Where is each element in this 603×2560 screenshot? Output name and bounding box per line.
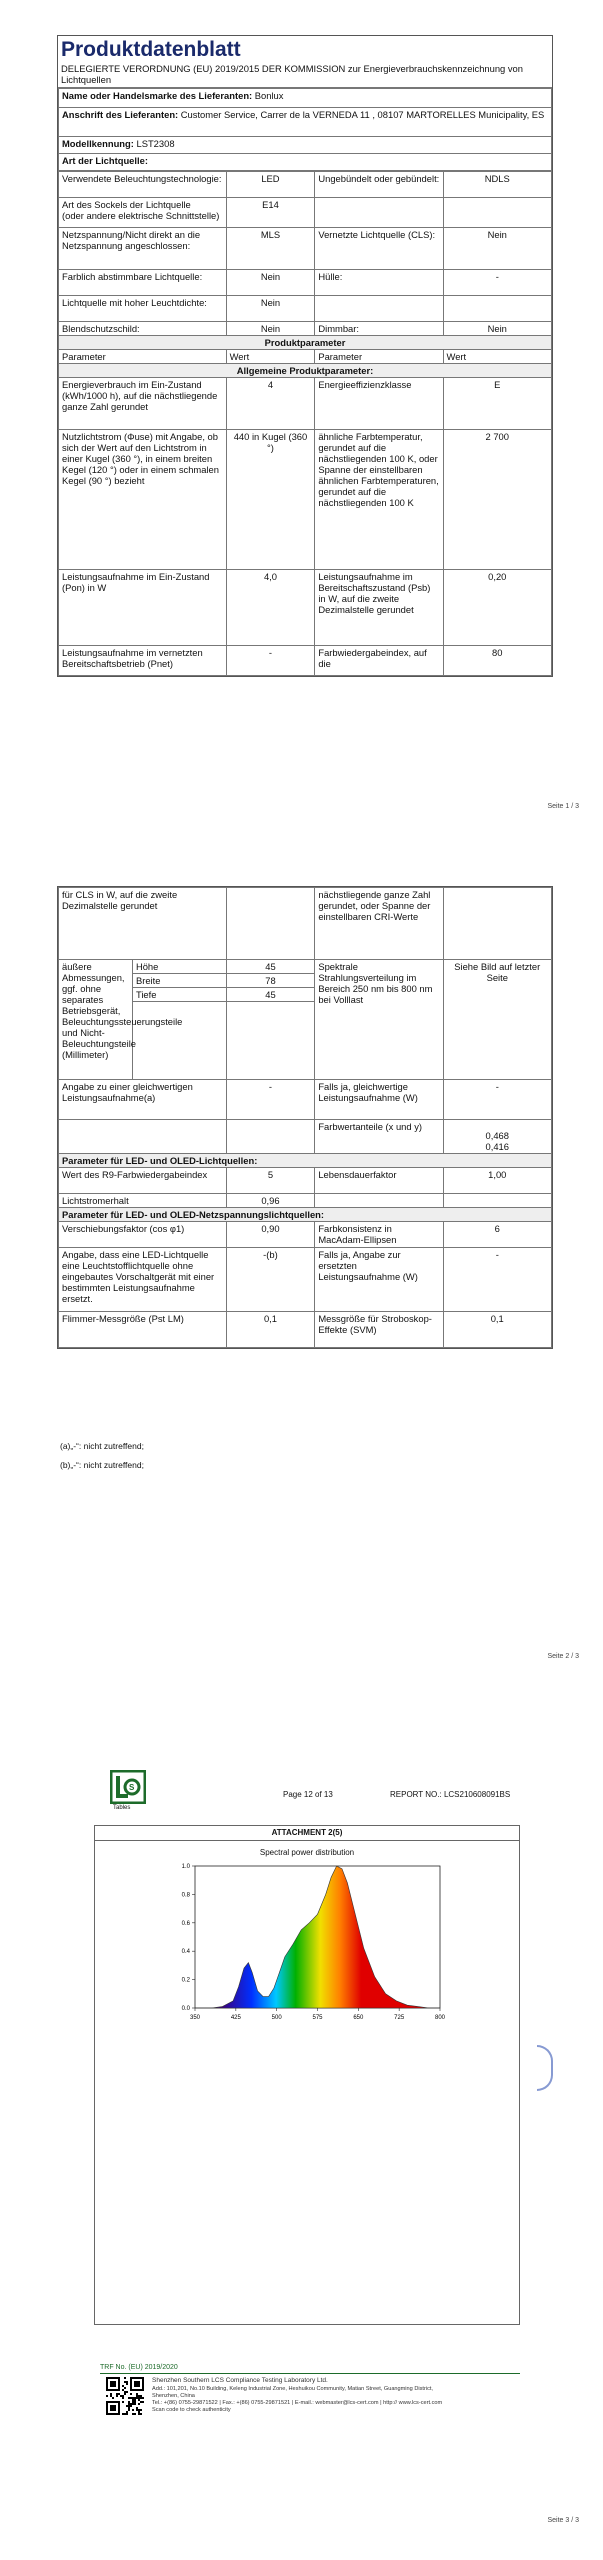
- cell: [443, 296, 551, 322]
- cell: [226, 1002, 315, 1080]
- model-value: LST2308: [136, 138, 175, 149]
- cell: Energieeffizienzklasse: [315, 378, 443, 430]
- sockel-label: Art des Sockels der Lichtquelle: [62, 199, 191, 210]
- x-tick-label: 800: [434, 2015, 446, 2021]
- r9-label: Wert des R9-Farbwiedergabeindex: [59, 1168, 227, 1194]
- table-row: [59, 1120, 552, 1154]
- model-label: Modellkennung:: [62, 138, 134, 149]
- equiv-yes-label: Falls ja, gleichwertige Leistungsaufnahme (W): [315, 1080, 443, 1120]
- table-row: [59, 1194, 552, 1208]
- cell: Nein: [226, 296, 315, 322]
- cell: E: [443, 378, 551, 430]
- cell: [226, 888, 315, 960]
- cell: Nein: [226, 322, 315, 336]
- cell: Verwendete Beleuchtungstechnologie:: [59, 172, 227, 198]
- params-continued-table: [58, 887, 552, 1348]
- cell: nächstliegende ganze Zahl gerundet, oder Spanne der einstellbaren CRI-Werte: [315, 888, 443, 960]
- cell: [315, 296, 443, 322]
- page-number: Seite 3 / 3: [547, 2517, 579, 2524]
- led-oled-heading: Parameter für LED- und OLED-Lichtquellen:: [59, 1154, 552, 1168]
- flicker-value: 0,1: [226, 1312, 315, 1348]
- flicker-label: Flimmer-Messgröße (Pst LM): [59, 1312, 227, 1348]
- x-tick-label: 350: [189, 2015, 201, 2021]
- sockel-value: E14: [226, 198, 315, 228]
- cell: 0,20: [443, 570, 551, 646]
- replace-yes-value: -: [443, 1248, 552, 1312]
- table-row: [59, 296, 552, 322]
- cell: NDLS: [443, 172, 551, 198]
- address-label: Anschrift des Lieferanten:: [62, 109, 179, 120]
- col-header: Parameter: [59, 350, 227, 364]
- cell: Farbwiedergabeindex, auf die: [315, 646, 443, 676]
- cell: [315, 1194, 443, 1208]
- replace-yes-label: Falls ja, Angabe zur ersetzten Leistungsaufnahme (W): [315, 1248, 443, 1312]
- cell: Energieverbrauch im Ein-Zustand (kWh/1000 h), auf die nächstliegende ganze Zahl gerundet: [59, 378, 227, 430]
- table-row: [59, 646, 552, 676]
- dim-name: Tiefe: [132, 988, 226, 1002]
- cos-value: 0,90: [226, 1222, 315, 1248]
- model-row: [59, 137, 552, 154]
- col-header: Wert: [443, 350, 551, 364]
- life-value: 1,00: [443, 1168, 552, 1194]
- cos-label: Verschiebungsfaktor (cos φ1): [59, 1222, 227, 1248]
- supplier-value: Bonlux: [254, 90, 284, 101]
- table-row: [59, 1222, 552, 1248]
- table-row: [59, 1168, 552, 1194]
- light-source-table: [58, 171, 552, 676]
- maint-value: 0,96: [226, 1194, 315, 1208]
- cell: Vernetzte Lichtquelle (CLS):: [315, 228, 443, 270]
- qr-code-icon: [106, 2377, 144, 2415]
- cell: Lichtquelle mit hoher Leuchtdichte:: [59, 296, 227, 322]
- address-row: [59, 108, 552, 137]
- table-row: [59, 1080, 552, 1120]
- cell: 440 in Kugel (360 °): [226, 430, 315, 570]
- x-tick-label: 725: [394, 2015, 405, 2021]
- spectral-label: Spektrale Strahlungsverteilung im Bereich 250 nm bis 800 nm bei Volllast: [315, 960, 443, 1080]
- page-number: Seite 2 / 3: [547, 1653, 579, 1660]
- table-row: [59, 960, 552, 974]
- footnote-b: (b)„-“: nicht zutreffend;: [60, 1460, 144, 1470]
- table-row: [59, 1248, 552, 1312]
- y-tick-label: 1.0: [181, 1864, 190, 1870]
- svg-text:S: S: [129, 1783, 135, 1792]
- cell: Blendschutzschild:: [59, 322, 227, 336]
- page-1: [0, 0, 603, 850]
- table-row: [59, 270, 552, 296]
- equiv-label: Angabe zu einer gleichwertigen Leistungsaufnahme(a): [59, 1080, 227, 1120]
- netz-heading: Parameter für LED- und OLED-Netzspannungslichtquellen:: [59, 1208, 552, 1222]
- chromaticity-label: Farbwertanteile (x und y): [315, 1120, 443, 1154]
- svm-value: 0,1: [443, 1312, 552, 1348]
- datasheet-box-page-2: [57, 886, 553, 1349]
- cell: Ungebündelt oder gebündelt:: [315, 172, 443, 198]
- table-row: [59, 228, 552, 270]
- chromaticity-y: 0,416: [485, 1141, 509, 1152]
- produktparameter-heading: Produktparameter: [59, 336, 552, 350]
- lab-name: Shenzhen Southern LCS Compliance Testing Laboratory Ltd.: [152, 2377, 328, 2384]
- report-number: REPORT NO.: LCS210608091BS: [390, 1790, 511, 1799]
- y-tick-label: 0.6: [181, 1920, 190, 1927]
- cell: 4: [226, 378, 315, 430]
- svm-label: Messgröße für Stroboskop-Effekte (SVM): [315, 1312, 443, 1348]
- equiv-value: -: [226, 1080, 315, 1120]
- lcs-logo: [110, 1770, 146, 1804]
- report-page-of: Page 12 of 13: [283, 1790, 333, 1799]
- cell: [59, 1120, 227, 1154]
- datasheet-box-page-1: [57, 35, 553, 677]
- allgemeine-heading: Allgemeine Produktparameter:: [59, 364, 552, 378]
- trf-number: TRF No. (EU) 2019/2020: [100, 2364, 178, 2371]
- chromaticity-values: [443, 1120, 552, 1154]
- table-row: [59, 322, 552, 336]
- cell: [443, 888, 552, 960]
- cell: Hülle:: [315, 270, 443, 296]
- x-tick-label: 575: [312, 2015, 323, 2021]
- spectral-power-chart: [95, 1856, 519, 2056]
- cell: MLS: [226, 228, 315, 270]
- dim-value: 45: [226, 960, 315, 974]
- sockel-sub: (oder andere elektrische Schnittstelle): [62, 210, 220, 221]
- cell: ähnliche Farbtemperatur, gerundet auf die nächstliegenden 100 K, oder Spanne der einstellbaren ähnlichen Farbtemperaturen, gerundet auf die nächstliegenden 100 K: [315, 430, 443, 570]
- attachment-box: [94, 1825, 520, 2325]
- footnote-a: (a)„-“: nicht zutreffend;: [60, 1441, 144, 1451]
- cell: Leistungsaufnahme im Bereitschaftszustand (Psb) in W, auf die zweite Dezimalstelle gerundet: [315, 570, 443, 646]
- table-row: [59, 1312, 552, 1348]
- stamp-mark: [537, 2045, 553, 2091]
- document-title: Produktdatenblatt: [61, 38, 241, 61]
- cell: Leistungsaufnahme im vernetzten Bereitschaftsbetrieb (Pnet): [59, 646, 227, 676]
- replace-value: -(b): [226, 1248, 315, 1312]
- cell: LED: [226, 172, 315, 198]
- cell: [443, 198, 551, 228]
- cell: Netzspannung/Nicht direkt an die Netzspannung angeschlossen:: [59, 228, 227, 270]
- cell: Farblich abstimmbare Lichtquelle:: [59, 270, 227, 296]
- supplier-row: [59, 89, 552, 108]
- cell: [315, 198, 443, 228]
- lab-contact: Tel.: +(86) 0755-29871522 | Fax.: +(86) 0755-29871521 | E-mail.: webmaster@lcs-cert.com | http:// www.lcs-cert.com: [152, 2400, 443, 2406]
- cell: 4,0: [226, 570, 315, 646]
- y-tick-label: 0.4: [181, 1949, 190, 1956]
- cell: -: [443, 270, 551, 296]
- scan-note: Scan code to check authenticity: [152, 2407, 231, 2413]
- equiv-yes-value: -: [443, 1080, 552, 1120]
- lcs-logo-icon: [110, 1770, 146, 1804]
- cell: [132, 1002, 226, 1080]
- x-tick-label: 425: [230, 2015, 241, 2021]
- r9-value: 5: [226, 1168, 315, 1194]
- page-number: Seite 1 / 3: [547, 803, 579, 810]
- macadam-value: 6: [443, 1222, 552, 1248]
- page-2: [0, 850, 603, 1700]
- footer-rule: [100, 2373, 520, 2374]
- cell: Nein: [443, 228, 551, 270]
- param-header-row: [59, 350, 552, 364]
- table-row: [59, 888, 552, 960]
- life-label: Lebensdauerfaktor: [315, 1168, 443, 1194]
- cell: für CLS in W, auf die zweite Dezimalstelle gerundet: [59, 888, 227, 960]
- chromaticity-x: 0,468: [485, 1130, 509, 1141]
- cell: [443, 1194, 552, 1208]
- table-row: [59, 378, 552, 430]
- maint-label: Lichtstromerhalt: [59, 1194, 227, 1208]
- replace-label: Angabe, dass eine LED-Lichtquelle eine Leuchtstofflichtquelle ohne eingebautes Vorschaltgerät mit einer bestimmten Leistungsaufnahme ersetzt.: [59, 1248, 227, 1312]
- lab-address-2: Shenzhen, China: [152, 2393, 195, 2399]
- cell: 2 700: [443, 430, 551, 570]
- y-tick-label: 0.8: [181, 1892, 190, 1899]
- table-row: [59, 198, 552, 228]
- dim-name: Breite: [132, 974, 226, 988]
- x-tick-label: 500: [271, 2015, 282, 2021]
- cell: [226, 1120, 315, 1154]
- spectrum-area: [195, 1866, 440, 2008]
- address-value: Customer Service, Carrer de la VERNEDA 11 , 08107 MARTORELLES Municipality, ES: [180, 109, 545, 120]
- attachment-title: ATTACHMENT 2(5): [95, 1826, 519, 1841]
- cell: Dimmbar:: [315, 322, 443, 336]
- table-row: [59, 172, 552, 198]
- logo-subtitle: Tables: [113, 1805, 131, 1811]
- dim-value: 45: [226, 988, 315, 1002]
- x-tick-label: 650: [353, 2015, 364, 2021]
- cell: Leistungsaufnahme im Ein-Zustand (Pon) in W: [59, 570, 227, 646]
- spectral-value: Siehe Bild auf letzter Seite: [443, 960, 552, 1080]
- supplier-table: [58, 88, 552, 171]
- cell: 80: [443, 646, 551, 676]
- y-tick-label: 0.0: [181, 2006, 190, 2012]
- regulation-subtitle: DELEGIERTE VERORDNUNG (EU) 2019/2015 DER KOMMISSION zur Energieverbrauchskennzeichnung von Lichtquellen: [58, 62, 552, 88]
- table-row: [59, 570, 552, 646]
- col-header: Wert: [226, 350, 315, 364]
- qr-code: [106, 2377, 144, 2415]
- supplier-label: Name oder Handelsmarke des Lieferanten:: [62, 90, 253, 101]
- chart-title: Spectral power distribution: [259, 1848, 355, 1857]
- cell: Nein: [443, 322, 551, 336]
- art-label: Art der Lichtquelle:: [59, 154, 552, 171]
- dimensions-label: äußere Abmessungen, ggf. ohne separates Betriebsgerät, Beleuchtungssteuerungsteile und Nicht-Beleuchtungsteile (Millimeter): [59, 960, 133, 1080]
- macadam-label: Farbkonsistenz in MacAdam-Ellipsen: [315, 1222, 443, 1248]
- cell: Nutzlichtstrom (Φuse) mit Angabe, ob sich der Wert auf den Lichtstrom in einer Kugel (360 °), in einem breiten Kegel (120 °) oder in einem schmalen Kegel (90 °) bezieht: [59, 430, 227, 570]
- table-row: [59, 430, 552, 570]
- dim-name: Höhe: [132, 960, 226, 974]
- y-tick-label: 0.2: [181, 1977, 190, 1984]
- col-header: Parameter: [315, 350, 443, 364]
- cell: -: [226, 646, 315, 676]
- lab-address-1: Add.: 101,201, No.10 Building, Keleng Industrial Zone, Heshuikou Community, Matian Street, Guangming District,: [152, 2386, 433, 2392]
- dim-value: 78: [226, 974, 315, 988]
- cell: [59, 198, 227, 228]
- cell: Nein: [226, 270, 315, 296]
